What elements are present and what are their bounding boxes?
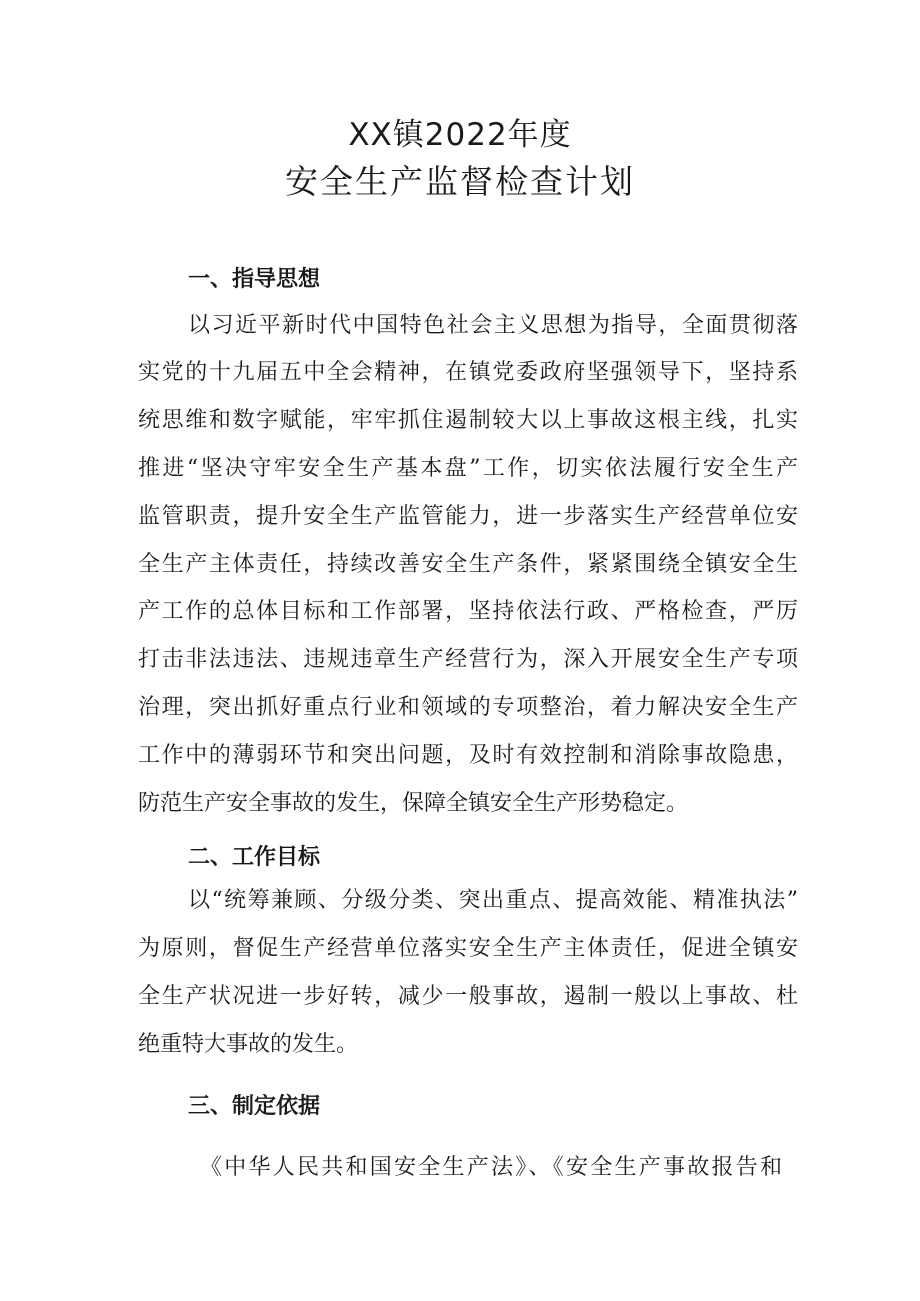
paragraph-line: 绝重特大事故的发生。 — [138, 1032, 359, 1057]
paragraph-line: 以习近平新时代中国特色社会主义思想为指导，全面贯彻落 — [188, 313, 798, 338]
paragraph-line: 推进“坚决守牢安全生产基本盘”工作，切实依法履行安全生产 — [138, 456, 798, 481]
paragraph-line: 实党的十九届五中全会精神，在镇党委政府坚强领导下，坚持系 — [138, 360, 798, 385]
paragraph-line: 产工作的总体目标和工作部署，坚持依法行政、严格检查，严厉 — [138, 599, 798, 624]
section-heading-guiding-ideology: 一、指导思想 — [188, 267, 321, 292]
paragraph-line: 监管职责，提升安全生产监管能力，进一步落实生产经营单位安 — [138, 504, 798, 529]
paragraph-line: 统思维和数字赋能，牢牢抓住遏制较大以上事故这根主线，扎实 — [138, 408, 798, 433]
document-title-line-2: 安全生产监督检查计划 — [285, 162, 635, 201]
paragraph-line: 工作中的薄弱环节和突出问题，及时有效控制和消除事故隐患， — [138, 743, 798, 768]
paragraph-line: 全生产主体责任，持续改善安全生产条件，紧紧围绕全镇安全生 — [138, 552, 798, 577]
document-title-line-1: XX镇2022年度 — [348, 117, 572, 153]
paragraph-line: 以“统筹兼顾、分级分类、突出重点、提高效能、精准执法” — [188, 888, 798, 913]
section-heading-basis: 三、制定依据 — [188, 1094, 321, 1119]
paragraph-line: 为原则，督促生产经营单位落实安全生产主体责任，促进全镇安 — [138, 936, 798, 961]
paragraph-line: 打击非法违法、违规违章生产经营行为，深入开展安全生产专项 — [138, 647, 798, 672]
paragraph-line: 《中华人民共和国安全生产法》、《安全生产事故报告和 — [200, 1155, 782, 1180]
paragraph-line: 治理，突出抓好重点行业和领域的专项整治，着力解决安全生产 — [138, 695, 798, 720]
paragraph-line: 防范生产安全事故的发生，保障全镇安全生产形势稳定。 — [138, 791, 689, 816]
section-heading-work-goals: 二、工作目标 — [188, 845, 321, 870]
paragraph-line: 全生产状况进一步好转，减少一般事故，遏制一般以上事故、杜 — [138, 984, 798, 1009]
